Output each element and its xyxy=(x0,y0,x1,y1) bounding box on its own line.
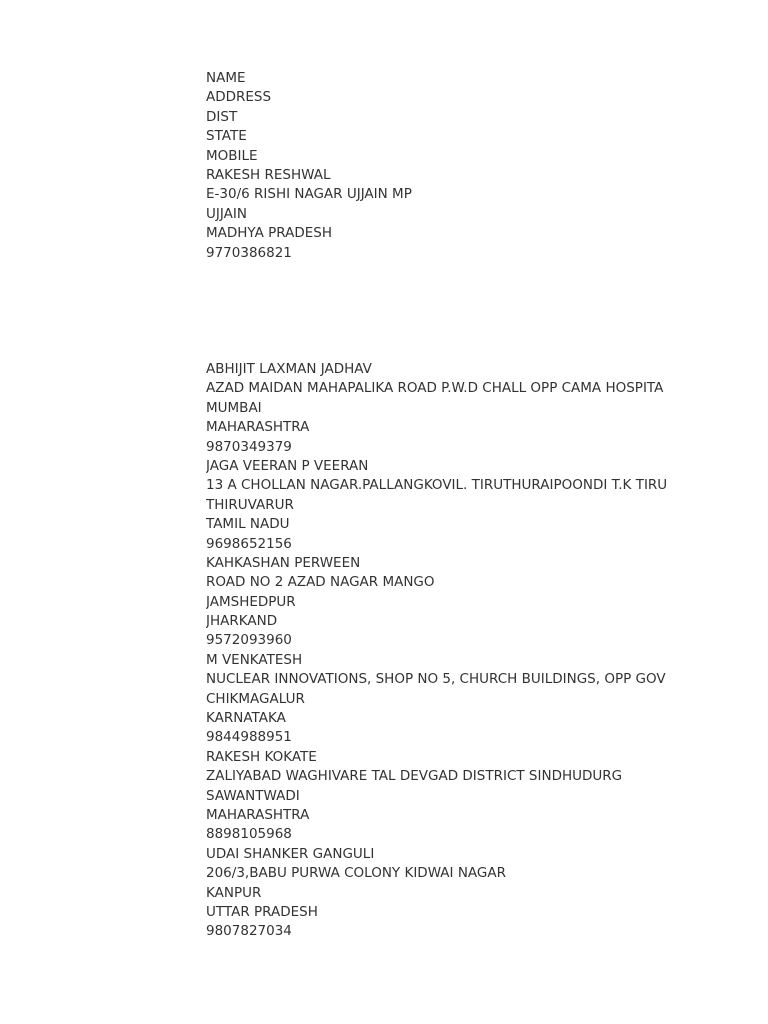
record-name: M VENKATESH xyxy=(206,651,303,668)
field-label-mobile: MOBILE xyxy=(206,147,258,164)
record-dist: SAWANTWADI xyxy=(206,787,300,804)
record-dist: MUMBAI xyxy=(206,399,262,416)
record-name: ABHIJIT LAXMAN JADHAV xyxy=(206,361,372,377)
record-state: UTTAR PRADESH xyxy=(206,903,318,920)
record-state: MADHYA PRADESH xyxy=(206,225,333,242)
header-and-first-record xyxy=(206,69,673,263)
record-mobile: 9698652156 xyxy=(206,535,292,552)
record-state: JHARKAND xyxy=(206,613,278,630)
record-state: TAMIL NADU xyxy=(206,516,290,533)
record-state: MAHARASHTRA xyxy=(206,419,310,436)
record-name: JAGA VEERAN P VEERAN xyxy=(206,457,369,474)
record-mobile: 9770386821 xyxy=(206,244,292,261)
record-name: KAHKASHAN PERWEEN xyxy=(206,554,361,571)
record-name: UDAI SHANKER GANGULI xyxy=(206,845,375,862)
record-state: KARNATAKA xyxy=(206,710,286,727)
record-name: RAKESH RESHWAL xyxy=(206,166,331,183)
record-mobile: 8898105968 xyxy=(206,826,292,843)
record-dist: KANPUR xyxy=(206,884,262,901)
record-address: 13 A CHOLLAN NAGAR.PALLANGKOVIL. TIRUTHURAIPOONDI T.K TIRU xyxy=(206,477,668,494)
record-mobile: 9572093960 xyxy=(206,632,292,649)
record-dist: CHIKMAGALUR xyxy=(206,690,305,707)
record-address: E-30/6 RISHI NAGAR UJJAIN MP xyxy=(206,186,412,203)
record-dist: THIRUVARUR xyxy=(206,496,294,513)
record-address: 206/3,BABU PURWA COLONY KIDWAI NAGAR xyxy=(206,865,506,882)
field-label-state: STATE xyxy=(206,128,247,145)
record-state: MAHARASHTRA xyxy=(206,806,310,823)
record-dist: UJJAIN xyxy=(206,205,247,222)
records-list xyxy=(206,360,673,942)
record-address: NUCLEAR INNOVATIONS, SHOP NO 5, CHURCH BUILDINGS, OPP GOV xyxy=(206,671,666,688)
record-address: AZAD MAIDAN MAHAPALIKA ROAD P.W.D CHALL OPP CAMA HOSPITA xyxy=(206,380,664,397)
record-address: ROAD NO 2 AZAD NAGAR MANGO xyxy=(206,574,435,591)
record-address: ZALIYABAD WAGHIVARE TAL DEVGAD DISTRICT SINDHUDURG xyxy=(206,768,623,785)
field-label-dist: DIST xyxy=(206,108,238,125)
record-mobile: 9807827034 xyxy=(206,923,292,940)
record-mobile: 9870349379 xyxy=(206,438,292,455)
field-label-address: ADDRESS xyxy=(206,89,272,106)
record-name: RAKESH KOKATE xyxy=(206,748,317,765)
record-mobile: 9844988951 xyxy=(206,729,292,746)
field-label-name: NAME xyxy=(206,70,246,86)
record-dist: JAMSHEDPUR xyxy=(206,593,296,610)
